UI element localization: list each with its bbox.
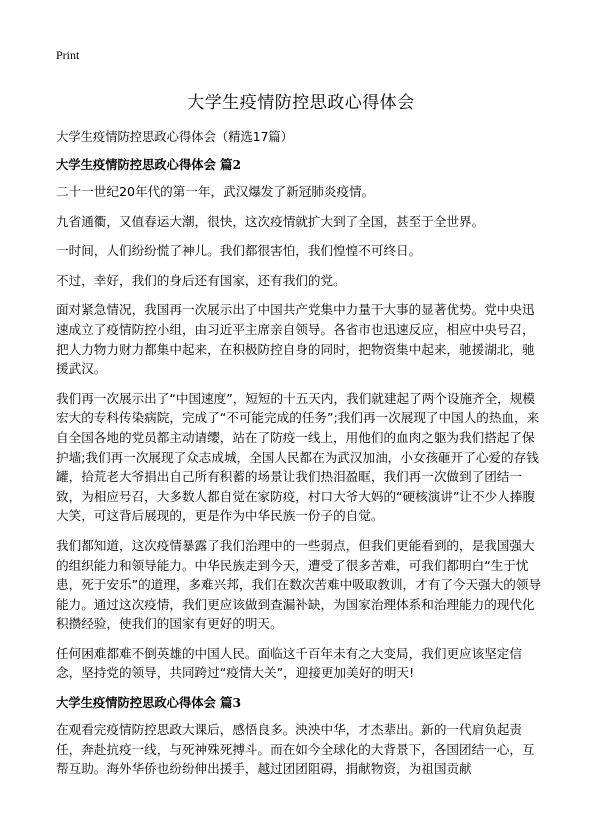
document-subtitle: 大学生疫情防控思政心得体会（精选17篇） <box>56 130 293 144</box>
section-heading: 大学生疫情防控思政心得体会 篇2 <box>56 157 241 172</box>
paragraph: 我们再一次展示出了“中国速度”，短短的十五天内，我们就建起了两个设施齐全，规模宏大的专科传染病院，完成了“不可能完成的任务”;我们再一次展现了中国人的热血，来自全国各地的党员都主动请缨，站在了防疫一线上，用他们的血肉之躯为我们搭起了保护墙;我们再一次展现了众志成城，全国人民都在为武汉加油，小女孩砸开了心爱的存钱罐，拾荒老大爷捐出自己所有积蓄的场景让我们热泪盈眶，我们再一次做到了团结一致，为相应号召，大多数人都自觉在家防疫，村口大爷大妈的“硬核演讲”让不少人捧腹大笑，可这背后展现的，更是作为中华民族一份子的自觉。 <box>56 390 540 524</box>
paragraph: 我们都知道，这次疫情暴露了我们治理中的一些弱点，但我们更能看到的，是我国强大的组织能力和领导能力。中华民族走到今天，遭受了很多苦难，可我们都明白“生于忧患，死于安乐”的道理，多难兴邦，我们在数次苦难中吸取教训，才有了今天强大的领导能力。通过这次疫情，我们更应该做到查漏补缺，为国家治理体系和治理能力的现代化积攒经验，使我们的国家有更好的明天。 <box>56 537 542 632</box>
section-heading: 大学生疫情防控思政心得体会 篇3 <box>56 695 241 711</box>
paragraph: 任何困难都难不倒英雄的中国人民。面临这千百年未有之大变局，我们更应该坚定信念，坚持党的领导，共同跨过“疫情大关”，迎接更加美好的明天! <box>56 645 522 681</box>
paragraph: 九省通衢，又值春运大潮，很快，这次疫情就扩大到了全国，甚至于全世界。 <box>56 213 485 229</box>
page-title: 大学生疫情防控思政心得体会 <box>187 93 415 113</box>
paragraph: 一时间，人们纷纷慌了神儿。我们都很害怕，我们惶惶不可终日。 <box>56 243 422 259</box>
paragraph: 在观看完疫情防控思政大课后，感悟良多。泱泱中华，才杰辈出。新的一代肩负起责任，奔赴抗疫一线，与死神殊死搏斗。而在如今全球化的大背景下，各国团结一心，互帮互助。海外华侨也纷纷伸出援手，越过团团阻碍，捐献物资，为祖国贡献 <box>56 722 535 777</box>
section-2 <box>56 155 546 683</box>
paragraph: 面对紧急情况，我国再一次展示出了中国共产党集中力量干大事的显著优势。党中央迅速成立了疫情防控小组，由习近平主席亲自领导。各省市也迅速反应，相应中央号召，把人力物力财力都集中起来，在积极防控自身的同时，把物资集中起来，驰援湖北，驰援武汉。 <box>56 302 535 377</box>
paragraph: 二十一世纪20年代的第一年，武汉爆发了新冠肺炎疫情。 <box>56 184 375 199</box>
section-3 <box>56 693 546 779</box>
paragraph: 不过，幸好，我们的身后还有国家，还有我们的党。 <box>56 272 346 288</box>
print-link[interactable]: Print <box>56 48 80 62</box>
